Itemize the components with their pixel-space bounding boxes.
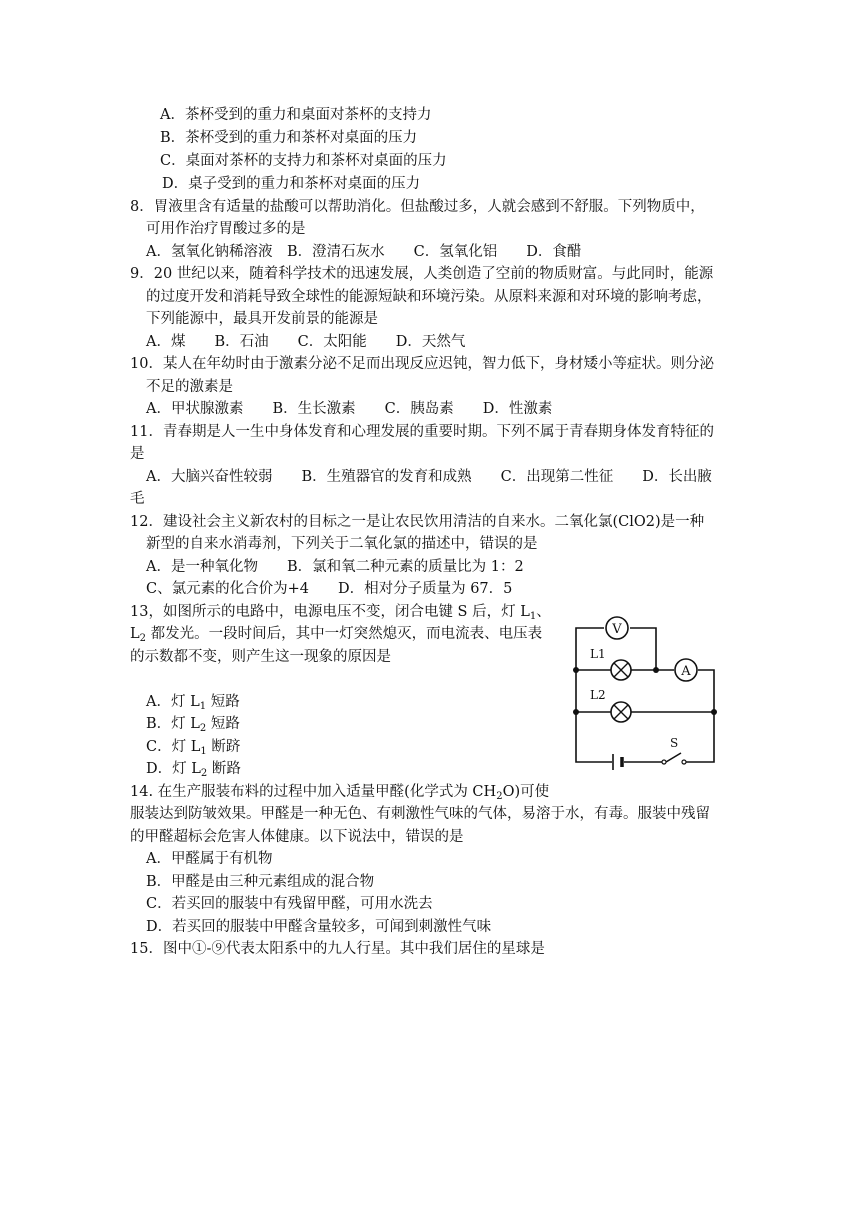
q7-option-c: C．桌面对茶杯的支持力和茶杯对桌面的压力 [160,153,447,169]
switch-label: S [670,736,679,750]
lamp-l2-label: L2 [590,688,606,702]
q14-stem-line3: 的甲醛超标会危害人体健康。以下说法中，错误的是 [130,829,464,845]
q15-stem-line1: 15．图中①-⑨代表太阳系中的九人行星。其中我们居住的星球是 [130,941,545,957]
q10-stem-line2: 不足的激素是 [146,379,233,395]
lamp-l1-label: L1 [590,647,606,661]
q13-stem-line1: 13，如图所示的电路中，电源电压不变，闭合电键 S 后，灯 $L_1$、 [130,604,551,622]
q8-options: A．氢氧化钠稀溶液 B．澄清石灰水 C．氢氧化铝 D．食醋 [146,244,582,260]
q13-option-b: B．灯 $L_2$ 短路 [146,716,240,734]
q9-stem-line2: 的过度开发和消耗导致全球性的能源短缺和环境污染。从原料来源和对环境的影响考虑， [146,289,712,305]
q7-option-b: B．茶杯受到的重力和茶杯对桌面的压力 [160,130,418,146]
q13-option-d: D．灯 $L_2$ 断路 [146,761,241,779]
q11-options: A．大脑兴奋性较弱 B．生殖器官的发育和成熟 C．出现第二性征 D．长出腋 [146,469,712,485]
q9-stem-line1: 9．20 世纪以来，随着科学技术的迅速发展，人类创造了空前的物质财富。与此同时，能源 [130,266,714,282]
q14-stem-line2: 服装达到防皱效果。甲醛是一种无色、有刺激性气味的气体，易溶于水，有毒。服装中残留 [130,806,710,822]
q9-options: A．煤 B．石油 C．太阳能 D．天然气 [146,334,466,350]
q8-stem-line2: 可用作治疗胃酸过多的是 [146,221,306,237]
circuit-diagram [566,606,726,776]
ammeter-icon [675,659,697,681]
lamp-l2-icon [590,688,631,722]
battery-icon [613,754,622,770]
q14-option-a: A．甲醛属于有机物 [146,851,273,867]
q13-option-c: C．灯 $L_1$ 断跻 [146,739,241,757]
ammeter-label: A [681,664,691,679]
q12-options-line1: A．是一种氧化物 B．氯和氧二种元素的质量比为 1：2 [146,559,524,575]
q7-option-d: D．桌子受到的重力和茶杯对桌面的压力 [162,176,421,192]
q9-stem-line3: 下列能源中，最具开发前景的能源是 [146,311,378,327]
q8-stem-line1: 8．胃液里含有适量的盐酸可以帮助消化。但盐酸过多，人就会感到不舒服。下列物质中， [130,199,705,215]
q12-stem-line2: 新型的自来水消毒剂，下列关于二氧化氯的描述中，错误的是 [146,536,538,552]
switch-icon [662,736,686,764]
q13-stem-line2: $L_2$ 都发光。一段时间后，其中一灯突然熄灭，而电流表、电压表 [130,626,543,644]
lamp-l1-icon [590,647,631,680]
q13-stem-line3: 的示数都不变，则产生这一现象的原因是 [130,649,391,665]
q11-stem-line1: 11．青春期是人一生中身体发育和心理发展的重要时期。下列不属于青春期身体发育特征的 [130,424,714,440]
q11-stem-line2: 是 [130,446,145,462]
q12-stem-line1: 12．建设社会主义新农村的目标之一是让农民饮用清洁的自来水。二氧化氯(ClO2)是一种 [130,514,705,530]
voltmeter-label: V [612,622,622,637]
q14-option-d: D．若买回的服装中甲醛含量较多，可闻到刺激性气味 [146,919,492,935]
q14-stem-line1: 14. 在生产服装布料的过程中加入适量甲醛(化学式为 $CH_2O$)可使 [130,784,550,802]
q13-option-a: A．灯 $L_1$ 短路 [146,694,240,712]
q10-options: A．甲状腺激素 B．生长激素 C．胰岛素 D．性激素 [146,401,553,417]
voltmeter-icon [606,617,628,639]
q14-option-b: B．甲醛是由三种元素组成的混合物 [146,874,375,890]
q7-option-a: A．茶杯受到的重力和桌面对茶杯的支持力 [160,107,432,123]
q11-options-wrap: 毛 [130,491,145,507]
q12-options-line2: C、氯元素的化合价为+4 D．相对分子质量为 67．5 [146,581,513,597]
q10-stem-line1: 10．某人在年幼时由于激素分泌不足而出现反应迟钝，智力低下，身材矮小等症状。则分泌 [130,356,714,372]
q14-option-c: C．若买回的服装中有残留甲醛，可用水洗去 [146,896,433,912]
